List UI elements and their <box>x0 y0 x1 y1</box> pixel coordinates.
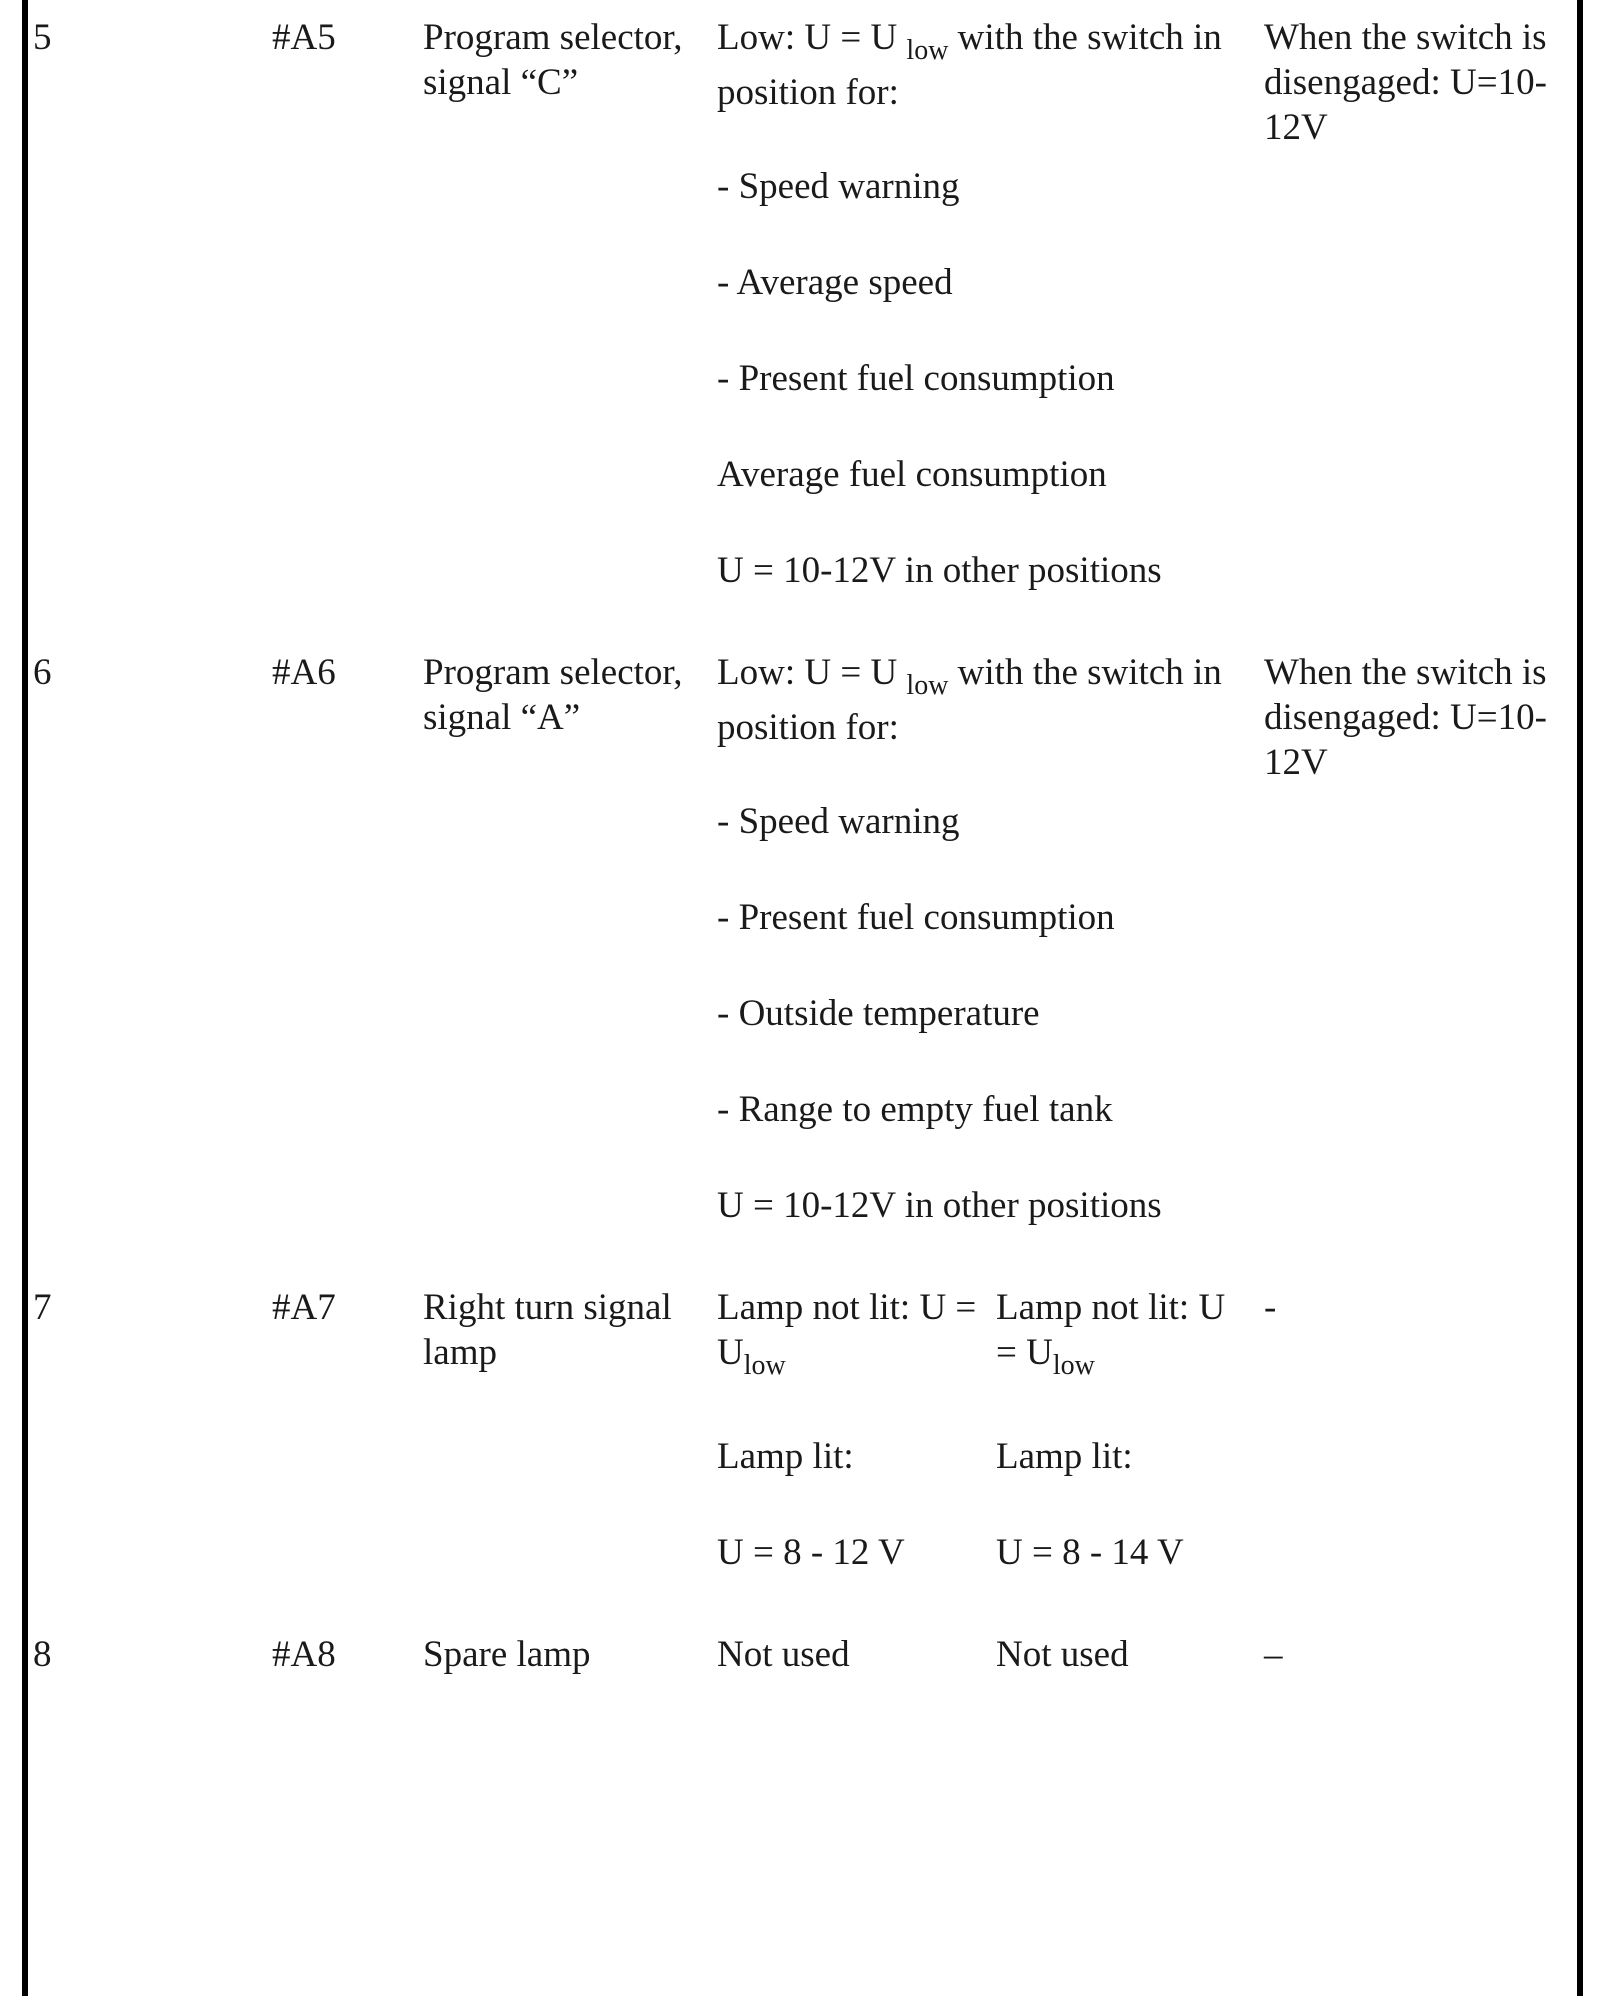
pin-id: #A8 <box>272 1634 336 1675</box>
value-cell-b: Lamp not lit: U = $U_{low}$ <box>996 1287 1226 1381</box>
function-line: lamp <box>423 1332 497 1373</box>
voltage-range-a: U = 8 - 12 V <box>717 1532 905 1573</box>
condition-item: U = 10-12V in other positions <box>717 550 1162 591</box>
condition-item: - Average speed <box>717 262 953 303</box>
condition-second-line: position for: <box>717 72 899 113</box>
function-line: Program selector, <box>423 652 683 693</box>
condition-item: - Outside temperature <box>717 993 1040 1034</box>
condition-item: - Range to empty fuel tank <box>717 1089 1113 1130</box>
function-cell <box>423 15 683 105</box>
function-cell <box>423 1285 672 1375</box>
condition-first-line: Low: U = U $_{low}$ with the switch in <box>717 652 1222 701</box>
lamp-lit-label-a: Lamp lit: <box>717 1436 854 1477</box>
value-cell-a: Not used <box>717 1634 850 1675</box>
row-number: 5 <box>33 17 52 58</box>
remark-cell: - <box>1264 1287 1277 1328</box>
remark-cell <box>1264 650 1547 785</box>
condition-second-line: position for: <box>717 707 899 748</box>
pin-id: #A6 <box>272 652 336 693</box>
pin-id: #A7 <box>272 1287 336 1328</box>
condition-item: Average fuel consumption <box>717 454 1107 495</box>
condition-cell <box>717 15 1222 115</box>
condition-cell <box>717 650 1222 750</box>
condition-first-line: Low: U = U $_{low}$ with the switch in <box>717 17 1222 66</box>
table-right-border <box>1577 0 1583 1996</box>
condition-item: U = 10-12V in other positions <box>717 1185 1162 1226</box>
voltage-range-b: U = 8 - 14 V <box>996 1532 1184 1573</box>
pin-id: #A5 <box>272 17 336 58</box>
remark-line: disengaged: U=10- <box>1264 62 1547 103</box>
condition-item: - Present fuel consumption <box>717 358 1115 399</box>
condition-item: - Speed warning <box>717 801 960 842</box>
remark-cell <box>1264 15 1547 150</box>
remark-cell: – <box>1264 1634 1283 1675</box>
row-number: 7 <box>33 1287 52 1328</box>
function-cell: Spare lamp <box>423 1634 591 1675</box>
value-cell-b: Not used <box>996 1634 1129 1675</box>
remark-line: When the switch is <box>1264 17 1547 58</box>
function-line: Program selector, <box>423 17 683 58</box>
condition-item: - Speed warning <box>717 166 960 207</box>
remark-line: 12V <box>1264 742 1328 783</box>
remark-line: 12V <box>1264 107 1328 148</box>
function-line: signal “A” <box>423 697 581 738</box>
remark-line: When the switch is <box>1264 652 1547 693</box>
lamp-lit-label-b: Lamp lit: <box>996 1436 1133 1477</box>
function-line: Right turn signal <box>423 1287 672 1328</box>
function-line: signal “C” <box>423 62 579 103</box>
condition-item: - Present fuel consumption <box>717 897 1115 938</box>
value-cell-a: Lamp not lit: U = $U_{low}$ <box>717 1287 977 1381</box>
function-cell <box>423 650 683 740</box>
row-number: 8 <box>33 1634 52 1675</box>
remark-line: disengaged: U=10- <box>1264 697 1547 738</box>
table-left-border <box>22 0 28 1996</box>
row-number: 6 <box>33 652 52 693</box>
